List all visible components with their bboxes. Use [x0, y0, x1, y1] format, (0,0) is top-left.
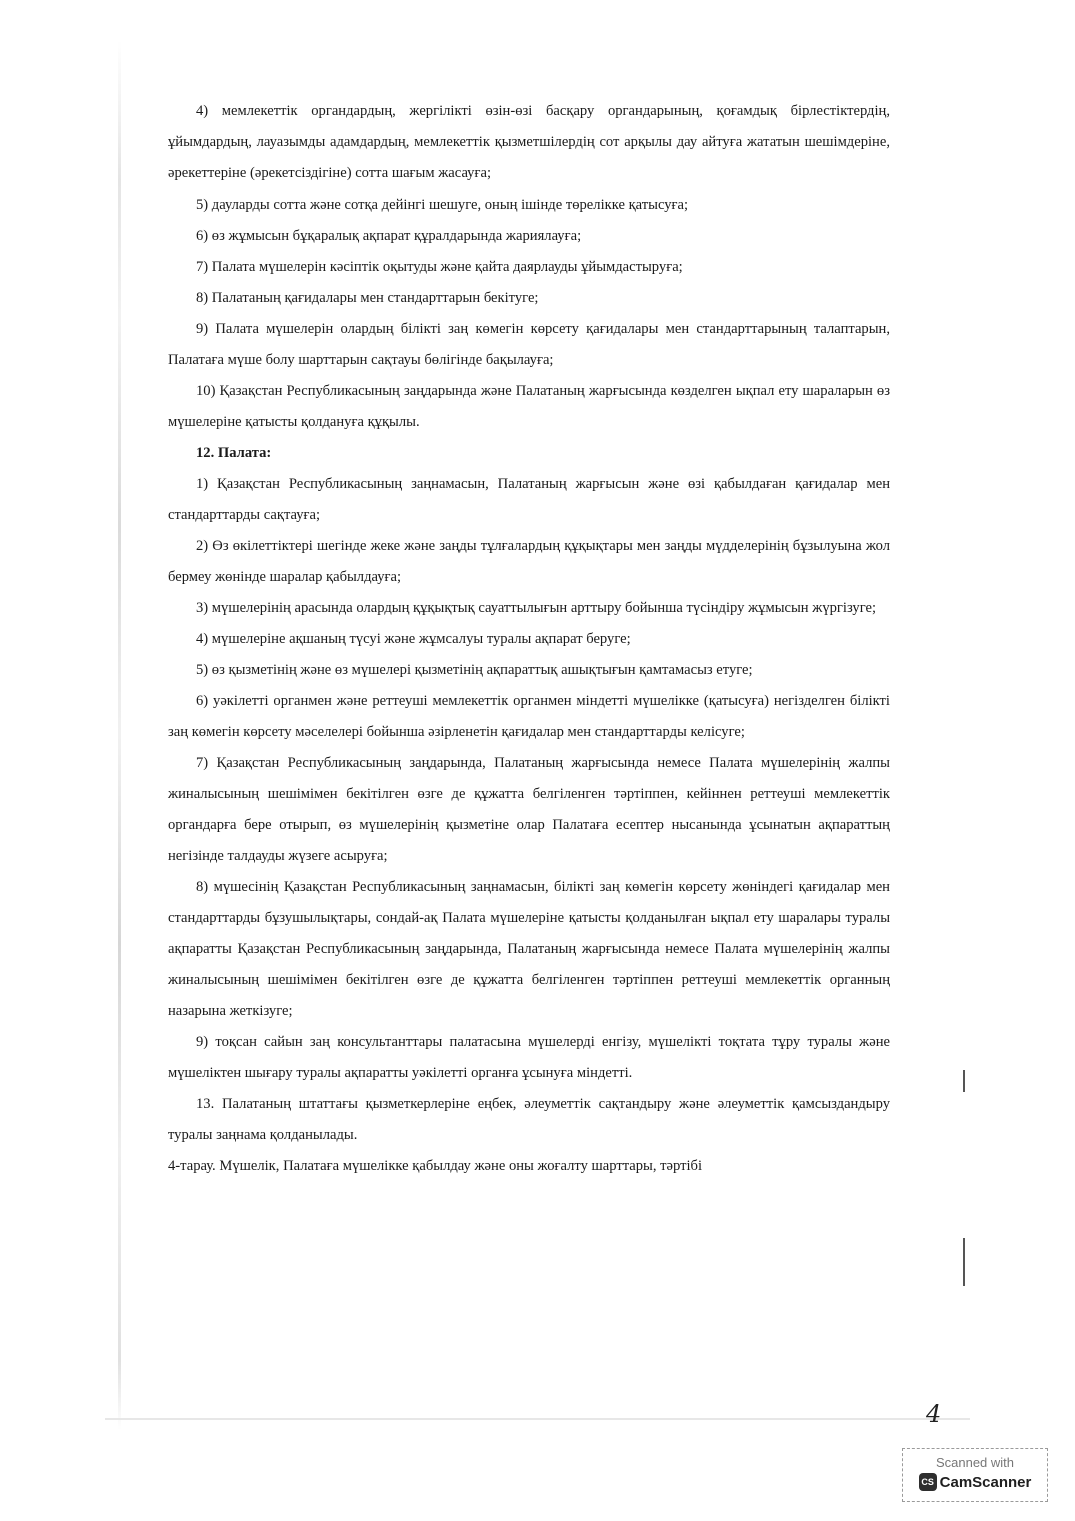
scan-right-mark — [963, 1070, 965, 1092]
paragraph-12-8: 8) мүшесінің Қазақстан Республикасының заңнамасын, білікті заң көмегін көрсету жөніндегі қағидалар мен стандарттарды бұзушылықтары, сондай-ақ Палата мүшелеріне қатысты қолданылған ықпал ету шаралары туралы ақпаратты Қазақстан Республикасының заңдарында, Палатаның жарғысында немесе Палата мүшелерінің жалпы жиналысының шешімімен бекітілген өзге де құжатта белгіленген тәртіппен реттеуші мемлекеттік органның назарына жеткізуге; — [168, 879, 890, 1019]
paragraph-12-5: 5) өз қызметінің және өз мүшелері қызметінің ақпараттық ашықтығын қамтамасыз етуге; — [196, 662, 753, 678]
paragraph-12-4: 4) мүшелеріне ақшаның түсуі және жұмсалуы туралы ақпарат беруге; — [196, 631, 631, 647]
scan-bottom-noise — [105, 1418, 970, 1420]
camscanner-watermark — [902, 1448, 1048, 1502]
paragraph-12-9: 9) тоқсан сайын заң консультанттары палатасына мүшелерді енгізу, мүшелікті тоқтата тұру туралы және мүшеліктен шығару туралы ақпаратты уәкілетті органға ұсынуға міндетті. — [168, 1034, 890, 1081]
paragraph-12-6: 6) уәкілетті органмен және реттеуші мемлекеттік органмен міндетті мүшелікке (қатысуға) негізделген білікті заң көмегін көрсету мәселелері бойынша әзірленетін қағидалар мен стандарттарды келісуге; — [168, 693, 890, 740]
paragraph-12-3: 3) мүшелерінің арасында олардың құқықтық сауаттылығын арттыру бойынша түсіндіру жұмысын жүргізуге; — [196, 600, 877, 616]
paragraph-11-9: 9) Палата мүшелерін олардың білікті заң көмегін көрсету қағидалары мен стандарттарының талаптарын, Палатаға мүше болу шарттарын сақтауы бөлігінде бақылауға; — [168, 321, 890, 368]
scan-right-mark — [963, 1238, 965, 1286]
paragraph-11-8: 8) Палатаның қағидалары мен стандарттарын бекітуге; — [196, 290, 539, 306]
section-heading-12: 12. Палата: — [196, 445, 272, 461]
watermark-caption: Scanned with — [935, 1455, 1015, 1470]
scan-left-edge — [118, 40, 121, 1430]
paragraph-11-5: 5) дауларды сотта және сотқа дейінгі шешуге, оның ішінде төрелікке қатысуға; — [196, 197, 689, 213]
paragraph-11-10: 10) Қазақстан Республикасының заңдарында және Палатаның жарғысында көзделген ықпал ету шараларын өз мүшелеріне қатысты қолдануға құқылы. — [168, 383, 890, 430]
paragraph-13: 13. Палатаның штаттағы қызметкерлеріне еңбек, әлеуметтік сақтандыру және әлеуметтік қамсыздандыру туралы заңнама қолданылады. — [168, 1096, 890, 1143]
paragraph-11-6: 6) өз жұмысын бұқаралық ақпарат құралдарында жариялауға; — [196, 228, 582, 244]
watermark-brand — [903, 1473, 1047, 1491]
paragraph-11-4: 4) мемлекеттік органдардың, жергілікті өзін-өзі басқару органдарының, қоғамдық бірлестіктердің, ұйымдардың, лауазымды адамдардың, мемлекеттік қызметшілердің сот арқылы дау айтуға жататын шешімдеріне, әрекеттеріне (әрекетсіздігіне) сотта шағым жасауға; — [168, 103, 890, 181]
camscanner-logo-icon: CS — [919, 1473, 937, 1491]
page-number: 4 — [926, 1400, 942, 1428]
paragraph-12-1: 1) Қазақстан Республикасының заңнамасын, Палатаның жарғысын және өзі қабылдаған қағидалар мен стандарттарды сақтауға; — [168, 476, 890, 523]
paragraph-11-7: 7) Палата мүшелерін кәсіптік оқытуды және қайта даярлауды ұйымдастыруға; — [196, 259, 683, 275]
paragraph-12-7: 7) Қазақстан Республикасының заңдарында, Палатаның жарғысында немесе Палата мүшелерінің жалпы жиналысының шешімімен бекітілген өзге де құжатта белгіленген тәртіппен, кейіннен реттеуші мемлекеттік органдарға бере отырып, өз мүшелерінің қызметіне олар Палатаға есептер нысанында ұсынатын ақпараттың негізінде талдауды жүзеге асыруға; — [168, 755, 890, 864]
watermark-brand-name: CamScanner — [939, 1473, 1032, 1491]
document-body — [168, 96, 890, 1182]
chapter-heading-4: 4-тарау. Мүшелік, Палатаға мүшелікке қабылдау және оны жоғалту шарттары, тәртібі — [168, 1158, 703, 1174]
paragraph-12-2: 2) Өз өкілеттіктері шегінде жеке және заңды тұлғалардың құқықтары мен заңды мүдделерінің бұзылуына жол бермеу жөнінде шаралар қабылдауға; — [168, 538, 890, 585]
